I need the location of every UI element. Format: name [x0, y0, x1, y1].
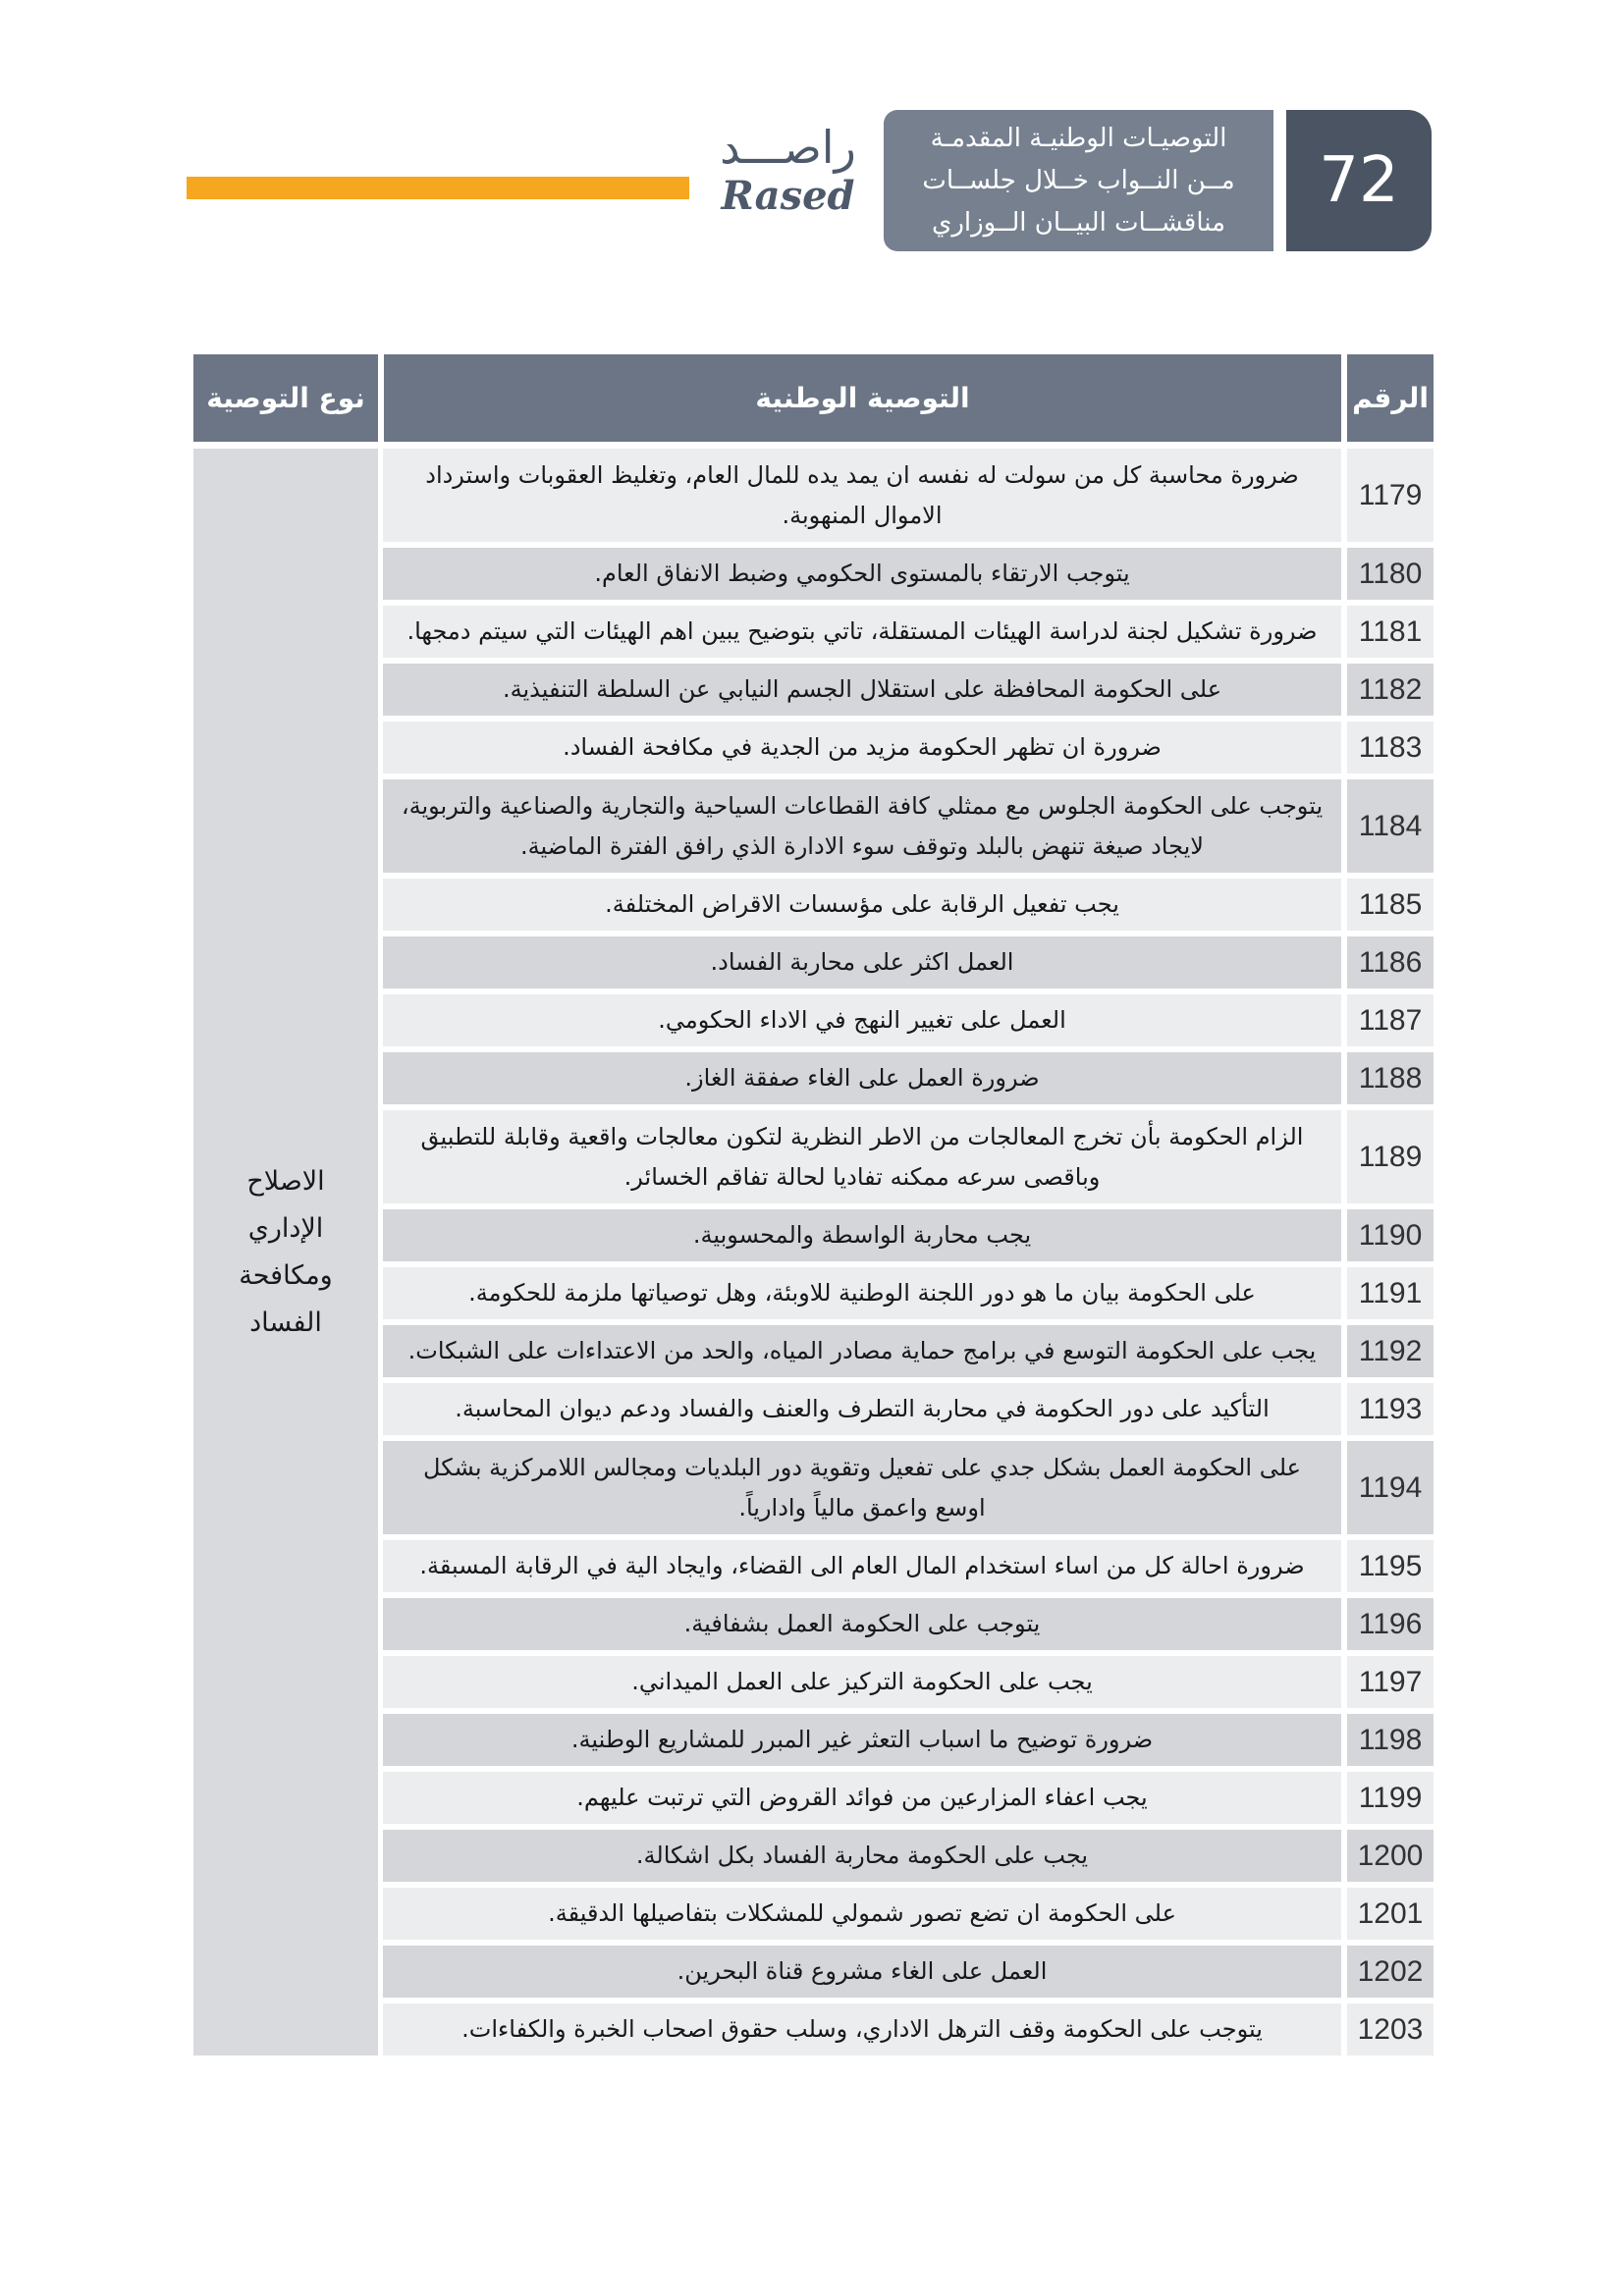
- row-text-cell: يتوجب على الحكومة الجلوس مع ممثلي كافة القطاعات السياحية والتجارية والصناعية والتربوية، لايجاد صيغة تنهض بالبلد وتوقف سوء الادارة الذي رافق الفترة الماضية.: [383, 779, 1341, 873]
- row-text-cell: التأكيد على دور الحكومة في محاربة التطرف والعنف والفساد ودعم ديوان المحاسبة.: [383, 1383, 1341, 1435]
- table-row: [383, 1888, 1434, 1940]
- row-text-cell: ضرورة ان تظهر الحكومة مزيد من الجدية في مكافحة الفساد.: [383, 721, 1341, 774]
- table-row: [383, 548, 1434, 600]
- row-number-cell: 1183: [1347, 721, 1434, 774]
- row-number-cell: 1182: [1347, 664, 1434, 716]
- table-row: [383, 1325, 1434, 1377]
- logo-latin-text: Rased: [721, 173, 855, 219]
- row-text-cell: العمل على تغيير النهج في الاداء الحكومي.: [383, 994, 1341, 1046]
- row-number-cell: 1200: [1347, 1830, 1434, 1882]
- row-number-cell: 1194: [1347, 1441, 1434, 1534]
- row-number-cell: 1186: [1347, 936, 1434, 988]
- row-text-cell: العمل على الغاء مشروع قناة البحرين.: [383, 1946, 1341, 1998]
- section-title-line-1: التوصيـات الوطنيـة المقدمـة: [930, 123, 1227, 153]
- row-number-cell: 1203: [1347, 2003, 1434, 2056]
- row-number-cell: 1201: [1347, 1888, 1434, 1940]
- row-number-cell: 1195: [1347, 1540, 1434, 1592]
- section-title-line-3: مناقشــات البيــان الــوزاري: [931, 207, 1226, 238]
- table-row: [383, 1540, 1434, 1592]
- table-row: [383, 1772, 1434, 1824]
- row-text-cell: يتوجب على الحكومة العمل بشفافية.: [383, 1598, 1341, 1650]
- table-row: [383, 779, 1434, 873]
- row-number-cell: 1191: [1347, 1267, 1434, 1319]
- row-number-cell: 1189: [1347, 1110, 1434, 1203]
- row-text-cell: يتوجب على الحكومة وقف الترهل الاداري، وسلب حقوق اصحاب الخبرة والكفاءات.: [383, 2003, 1341, 2056]
- table-row: [383, 664, 1434, 716]
- table-body: [193, 449, 1434, 2056]
- table-row: [383, 2003, 1434, 2056]
- row-text-cell: يتوجب الارتقاء بالمستوى الحكومي وضبط الانفاق العام.: [383, 548, 1341, 600]
- row-number-cell: 1188: [1347, 1052, 1434, 1104]
- table-row: [383, 1052, 1434, 1104]
- row-number-cell: 1184: [1347, 779, 1434, 873]
- table-row: [383, 1714, 1434, 1766]
- row-text-cell: على الحكومة بيان ما هو دور اللجنة الوطنية للاوبئة، وهل توصياتها ملزمة للحكومة.: [383, 1267, 1341, 1319]
- table-row: [383, 1267, 1434, 1319]
- row-number-cell: 1179: [1347, 449, 1434, 542]
- row-number-cell: 1192: [1347, 1325, 1434, 1377]
- table-row: [383, 1656, 1434, 1708]
- row-text-cell: يجب على الحكومة التوسع في برامج حماية مصادر المياه، والحد من الاعتداءات على الشبكات.: [383, 1325, 1341, 1377]
- table-row: [383, 1830, 1434, 1882]
- table-row: [383, 606, 1434, 658]
- type-group-cell: الاصلاح الإداري ومكافحة الفساد: [193, 449, 378, 2056]
- table-row: [383, 1598, 1434, 1650]
- row-number-cell: 1198: [1347, 1714, 1434, 1766]
- row-text-cell: يجب على الحكومة محاربة الفساد بكل اشكالة.: [383, 1830, 1341, 1882]
- rased-logo: [697, 121, 879, 219]
- row-text-cell: يجب تفعيل الرقابة على مؤسسات الاقراض المختلفة.: [383, 879, 1341, 931]
- table-row: [383, 879, 1434, 931]
- col-header-number: الرقم: [1347, 354, 1434, 442]
- table-row: [383, 1209, 1434, 1261]
- row-text-cell: ضرورة احالة كل من اساء استخدام المال العام الى القضاء، وايجاد الية في الرقابة المسبقة.: [383, 1540, 1341, 1592]
- row-text-cell: على الحكومة المحافظة على استقلال الجسم النيابي عن السلطة التنفيذية.: [383, 664, 1341, 716]
- logo-arabic-text: راصـــد: [720, 121, 856, 174]
- row-text-cell: يجب اعفاء المزارعين من فوائد القروض التي ترتبت عليهم.: [383, 1772, 1341, 1824]
- row-number-cell: 1185: [1347, 879, 1434, 931]
- table-body-rows: [383, 449, 1434, 2056]
- row-text-cell: الزام الحكومة بأن تخرج المعالجات من الاطر النظرية لتكون معالجات واقعية وقابلة للتطبيق وباقصى سرعه ممكنه تفاديا لحالة تفاقم الخسائر.: [383, 1110, 1341, 1203]
- row-text-cell: ضرورة تشكيل لجنة لدراسة الهيئات المستقلة، تاتي بتوضيح يبين اهم الهيئات التي سيتم دمجها.: [383, 606, 1341, 658]
- row-text-cell: ضرورة محاسبة كل من سولت له نفسه ان يمد يده للمال العام، وتغليظ العقوبات واسترداد الاموال المنهوبة.: [383, 449, 1341, 542]
- row-number-cell: 1196: [1347, 1598, 1434, 1650]
- row-text-cell: ضرورة العمل على الغاء صفقة الغاز.: [383, 1052, 1341, 1104]
- row-number-cell: 1190: [1347, 1209, 1434, 1261]
- row-text-cell: ضرورة توضيح ما اسباب التعثر غير المبرر للمشاريع الوطنية.: [383, 1714, 1341, 1766]
- table-row: [383, 994, 1434, 1046]
- table-row: [383, 1946, 1434, 1998]
- table-row: [383, 1110, 1434, 1203]
- row-text-cell: على الحكومة ان تضع تصور شمولي للمشكلات بتفاصيلها الدقيقة.: [383, 1888, 1341, 1940]
- col-header-type: نوع التوصية: [193, 354, 378, 442]
- row-number-cell: 1199: [1347, 1772, 1434, 1824]
- table-row: [383, 1383, 1434, 1435]
- recommendations-table: [193, 354, 1434, 2056]
- row-number-cell: 1181: [1347, 606, 1434, 658]
- page-number-badge: [1286, 110, 1432, 251]
- section-title-line-2: مــن النــواب خــلال جلســات: [922, 165, 1235, 195]
- table-header-row: [193, 354, 1434, 442]
- row-number-cell: 1202: [1347, 1946, 1434, 1998]
- row-text-cell: على الحكومة العمل بشكل جدي على تفعيل وتقوية دور البلديات ومجالس اللامركزية بشكل اوسع واعمق مالياً وادارياً.: [383, 1441, 1341, 1534]
- row-number-cell: 1193: [1347, 1383, 1434, 1435]
- section-title-box: [884, 110, 1273, 251]
- row-number-cell: 1197: [1347, 1656, 1434, 1708]
- row-number-cell: 1187: [1347, 994, 1434, 1046]
- col-header-recommendation: التوصية الوطنية: [384, 354, 1341, 442]
- accent-bar: [187, 177, 689, 199]
- page-number: 72: [1319, 144, 1399, 217]
- row-number-cell: 1180: [1347, 548, 1434, 600]
- table-row: [383, 721, 1434, 774]
- table-row: [383, 449, 1434, 542]
- row-text-cell: يجب محاربة الواسطة والمحسوبية.: [383, 1209, 1341, 1261]
- row-text-cell: يجب على الحكومة التركيز على العمل الميداني.: [383, 1656, 1341, 1708]
- row-text-cell: العمل اكثر على محاربة الفساد.: [383, 936, 1341, 988]
- table-row: [383, 1441, 1434, 1534]
- table-row: [383, 936, 1434, 988]
